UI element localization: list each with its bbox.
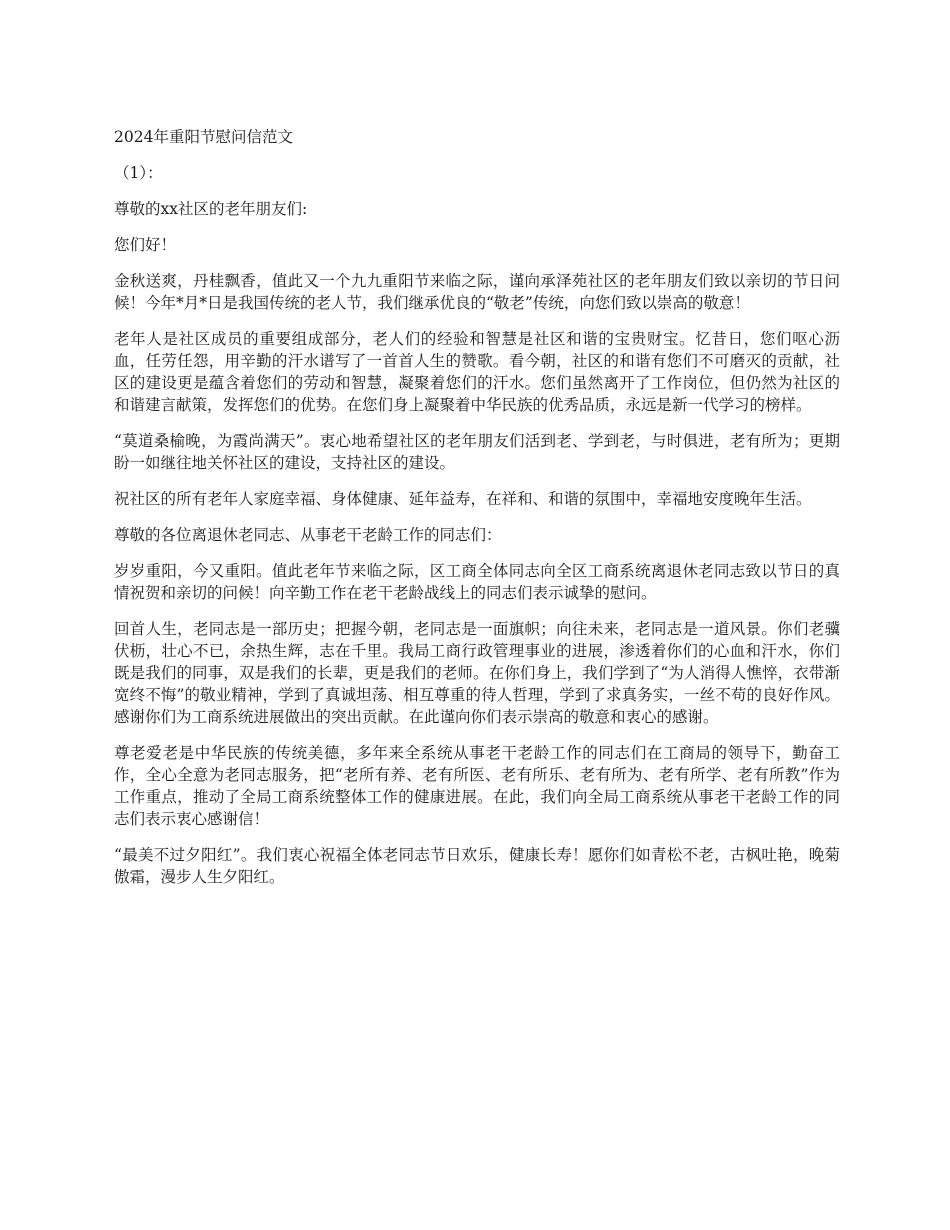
paragraph-autumn-greeting: 金秋送爽，丹桂飘香，值此又一个九九重阳节来临之际，谨向承泽苑社区的老年朋友们致以亲切的节日问候！今年*月*日是我国传统的老人节，我们继承优良的“敬老”传统，向您们致以崇高的敬意！ (114, 272, 840, 312)
document-body (114, 126, 840, 902)
paragraph-hope: “莫道桑榆晚，为霞尚满天”。衷心地希望社区的老年朋友们活到老、学到老，与时俱进，老有所为；更期盼一如继往地关怀社区的建设，支持社区的建设。 (114, 432, 840, 472)
paragraph-respect-elders: 尊老爱老是中华民族的传统美德，多年来全系统从事老干老龄工作的同志们在工商局的领导下，勤奋工作，全心全意为老同志服务，把“老所有养、老有所医、老有所乐、老有所为、老有所学、老有所教”作为工作重点，推动了全局工商系统整体工作的健康进展。在此，我们向全局工商系统从事老干老龄工作的同志们表示衷心感谢信！ (114, 744, 840, 828)
paragraph-salutation-community: 尊敬的xx社区的老年朋友们: (114, 200, 308, 218)
paragraph-festival-greeting: 岁岁重阳，今又重阳。值此老年节来临之际，区工商全体同志向全区工商系统离退休老同志致以节日的真情祝贺和亲切的问候！向辛勤工作在老干老龄战线上的同志们表示诚挚的慰问。 (114, 562, 840, 602)
document-title: 2024年重阳节慰问信范文 (114, 128, 293, 146)
paragraph-greeting: 您们好！ (114, 236, 177, 254)
paragraph-looking-back: 回首人生，老同志是一部历史；把握今朝，老同志是一面旗帜；向往未来，老同志是一道风景。你们老骥伏枥，壮心不已，余热生辉，志在千里。我局工商行政管理事业的进展，渗透着你们的心血和汗水，你们既是我们的同事，双是我们的长辈，更是我们的老师。在你们身上，我们学到了“为人消得人憔悴，衣带渐宽终不悔”的敬业精神，学到了真诚坦荡、相互尊重的待人哲理，学到了求真务实，一丝不苟的良好作风。感谢你们为工商系统进展做出的突出贡献。在此谨向你们表示崇高的敬意和衷心的感谢。 (114, 620, 840, 726)
paragraph-closing: “最美不过夕阳红”。我们衷心祝福全体老同志节日欢乐，健康长寿！愿你们如青松不老，古枫吐艳，晚菊傲霜，漫步人生夕阳红。 (114, 846, 840, 886)
paragraph-salutation-retirees: 尊敬的各位离退休老同志、从事老干老龄工作的同志们： (114, 526, 502, 544)
paragraph-wishes: 祝社区的所有老年人家庭幸福、身体健康、延年益寿，在祥和、和谐的氛围中，幸福地安度晚年生活。 (114, 490, 812, 508)
paragraph-section-number: （1）： (114, 164, 163, 182)
paragraph-elders-role: 老年人是社区成员的重要组成部分，老人们的经验和智慧是社区和谐的宝贵财宝。忆昔日，您们呕心沥血，任劳任怨，用辛勤的汗水谱写了一首首人生的赞歌。看今朝，社区的和谐有您们不可磨灭的贡献，社区的建设更是蕴含着您们的劳动和智慧，凝聚着您们的汗水。您们虽然离开了工作岗位，但仍然为社区的和谐建言献策，发挥您们的优势。在您们身上凝聚着中华民族的优秀品质，永远是新一代学习的榜样。 (114, 330, 840, 414)
